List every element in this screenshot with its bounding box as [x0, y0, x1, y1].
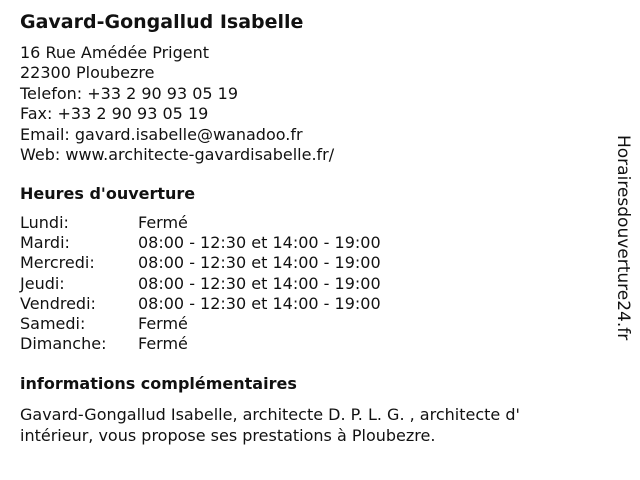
additional-info-heading: informations complémentaires	[20, 374, 297, 393]
email-line: Email: gavard.isabelle@wanadoo.fr	[20, 124, 303, 144]
hours-row-mardi	[20, 233, 381, 253]
fax-line: Fax: +33 2 90 93 05 19	[20, 104, 209, 124]
hours-value: 08:00 - 12:30 et 14:00 - 19:00	[138, 253, 381, 273]
hours-row-jeudi	[20, 274, 381, 294]
phone-line: Telefon: +33 2 90 93 05 19	[20, 83, 239, 103]
hours-value: Fermé	[138, 213, 188, 232]
opening-hours-heading: Heures d'ouverture	[20, 184, 196, 203]
hours-value: Fermé	[138, 334, 188, 354]
hours-value: Fermé	[138, 314, 188, 334]
hours-row-vendredi	[20, 294, 381, 314]
website-line: Web: www.architecte-gavardisabelle.fr/	[20, 145, 335, 165]
day-label: Lundi:	[20, 213, 69, 232]
day-label: Mardi:	[20, 233, 70, 253]
contact-block	[20, 43, 334, 165]
hours-row-lundi	[20, 213, 381, 233]
hours-row-mercredi	[20, 253, 381, 273]
site-watermark-label: Horairesdouverture24.fr	[613, 135, 633, 341]
hours-row-dimanche	[20, 334, 381, 354]
day-label: Samedi:	[20, 314, 86, 334]
hours-value: 08:00 - 12:30 et 14:00 - 19:00	[138, 273, 381, 293]
day-label: Dimanche:	[20, 334, 107, 354]
day-label: Vendredi:	[20, 293, 96, 313]
hours-value: 08:00 - 12:30 et 14:00 - 19:00	[138, 293, 381, 313]
address-line-1: 16 Rue Amédée Prigent	[20, 43, 210, 62]
address-line-2: 22300 Ploubezre	[20, 63, 155, 83]
additional-info-text: Gavard-Gongallud Isabelle, architecte D. P. L. G. , architecte d' intérieur, vous propose ses prestations à Ploubezre.	[20, 405, 520, 445]
business-name: Gavard-Gongallud Isabelle	[20, 11, 304, 33]
hours-row-samedi	[20, 314, 381, 334]
day-label: Jeudi:	[20, 273, 65, 293]
day-label: Mercredi:	[20, 253, 95, 273]
hours-value: 08:00 - 12:30 et 14:00 - 19:00	[138, 233, 381, 253]
opening-hours-list	[20, 213, 381, 354]
